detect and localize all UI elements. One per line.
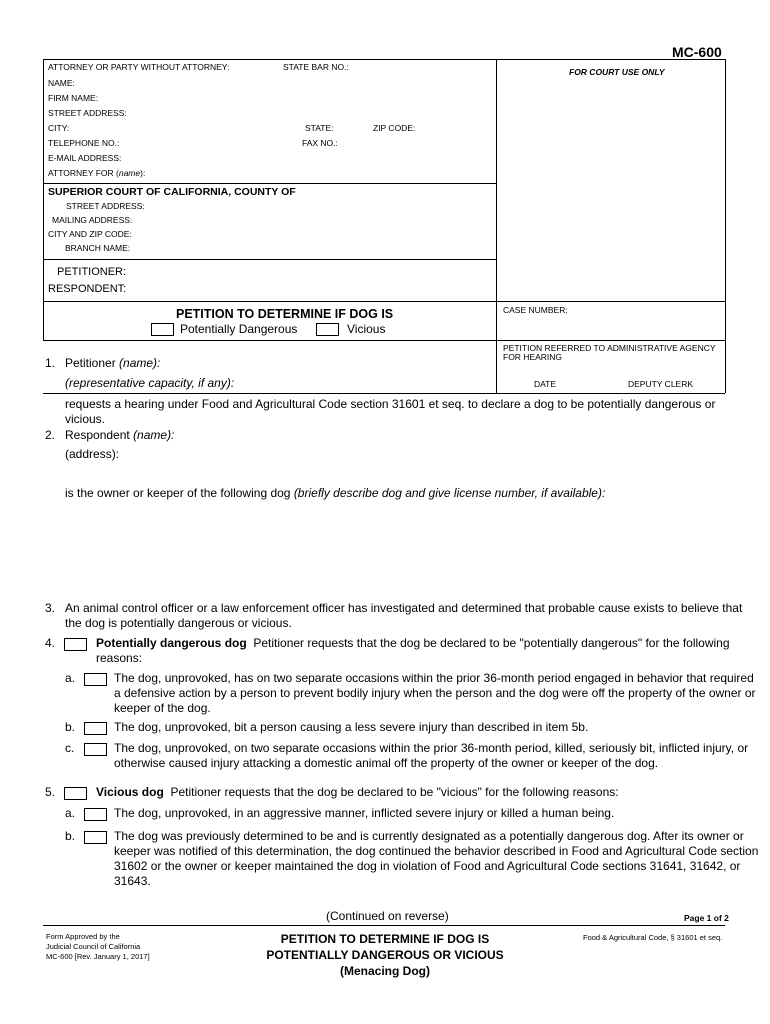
item4a-checkbox[interactable] [84,673,107,686]
item4a-line3: keeper of the dog. [114,701,211,715]
item4a-label: a. [65,671,76,685]
item5-number: 5. [45,785,56,799]
footer-title-line1: PETITION TO DETERMINE IF DOG IS [280,932,490,946]
item2-respondent-label: Respondent [65,428,130,442]
form-approved-line1: Form Approved by the [46,932,120,941]
caption-divider [496,59,497,393]
item1-requests-line2: vicious. [65,412,106,426]
vicious-option: Vicious [347,322,386,336]
item4c-label: c. [65,741,75,755]
item5a-checkbox[interactable] [84,808,107,821]
item1-requests-line1: requests a hearing under Food and Agricultural Code section 31601 et seq. to declare a dog to be potentially dangerous or [65,397,716,411]
item5b-checkbox[interactable] [84,831,107,844]
item4a-line1: The dog, unprovoked, has on two separate occasions within the prior 36-month period engaged in behavior that required [114,671,754,685]
referred-label-2: FOR HEARING [503,352,563,362]
item5b-line1: The dog was previously determined to be and is currently designated as a potentially dangerous dog. After its owner or [114,829,744,843]
referred-label-1: PETITION REFERRED TO ADMINISTRATIVE AGENCY [503,343,716,353]
item5-checkbox[interactable] [64,787,87,800]
deputy-clerk-label[interactable]: DEPUTY CLERK [628,379,694,389]
form-approved-line2: Judicial Council of California [46,942,141,951]
item4-text-line1 [96,636,730,652]
attorney-for-name: name [118,168,141,178]
item1-number: 1. [45,356,56,370]
court-street-label[interactable]: STREET ADDRESS: [66,201,145,211]
city-label[interactable]: CITY: [48,123,70,133]
item2-owner-instructions: (briefly describe dog and give license number, if available): [293,486,606,500]
item4c-checkbox[interactable] [84,743,107,756]
item1-name-label: (name): [119,356,161,370]
footer-title-line2: POTENTIALLY DANGEROUS OR VICIOUS [266,948,504,962]
continued-on-reverse: (Continued on reverse) [326,909,449,923]
state-label[interactable]: STATE: [305,123,334,133]
vicious-checkbox[interactable] [316,323,339,336]
court-mailing-label[interactable]: MAILING ADDRESS: [52,215,133,225]
item2-name-label: (name): [133,428,175,442]
potentially-dangerous-checkbox[interactable] [151,323,174,336]
item3-line1: An animal control officer or a law enforcement officer has investigated and determined that probable cause exists to believe that [65,601,743,615]
caption-left-border [43,59,44,340]
fax-label[interactable]: FAX NO.: [302,138,338,148]
item5b-label: b. [65,829,76,843]
telephone-label[interactable]: TELEPHONE NO.: [48,138,120,148]
attorney-for-close: ): [140,168,146,178]
item3-number: 3. [45,601,56,615]
item2-number: 2. [45,428,56,442]
state-bar-label: STATE BAR NO.: [283,62,349,72]
case-number-label[interactable]: CASE NUMBER: [503,305,568,315]
petition-title: PETITION TO DETERMINE IF DOG IS [176,307,394,321]
title-top-line [43,301,725,302]
item4b-line1: The dog, unprovoked, bit a person causing a less severe injury than described in item 5b. [114,720,589,734]
email-label[interactable]: E-MAIL ADDRESS: [48,153,122,163]
petitioner-label[interactable]: PETITIONER: [57,266,127,278]
parties-top-line [43,259,496,260]
item4-text: Petitioner requests that the dog be declared to be "potentially dangerous" for the following [253,636,730,650]
caption-bottom-border [43,393,725,394]
footer-title-line3: (Menacing Dog) [340,964,430,978]
attorney-for-text: ATTORNEY FOR ( [48,168,119,178]
court-top-line [43,183,496,184]
item5a-line1: The dog, unprovoked, in an aggressive manner, inflicted severe injury or killed a human being. [114,806,615,820]
court-city-zip-label[interactable]: CITY AND ZIP CODE: [48,229,132,239]
item4c-line1: The dog, unprovoked, on two separate occasions within the prior 36-month period, killed, seriously bit, inflicted injury, or [114,741,749,755]
item4c-line2: otherwise caused injury attacking a domestic animal off the property of the owner or keeper of the dog. [114,756,659,770]
item1-petitioner-label: Petitioner [65,356,116,370]
item4b-checkbox[interactable] [84,722,107,735]
street-address-label[interactable]: STREET ADDRESS: [48,108,127,118]
item5b-line4: 31643. [114,874,151,888]
respondent-label[interactable]: RESPONDENT: [48,283,127,295]
item5a-label: a. [65,806,76,820]
form-approved-line3: MC-600 [Rev. January 1, 2017] [46,952,150,961]
item5b-line2: keeper was notified of this determination, the dog continued the behavior described in Food and Agricultural Code section [114,844,759,858]
name-label[interactable]: NAME: [48,78,75,88]
footer-code-reference: Food & Agricultural Code, § 31601 et seq. [583,933,723,942]
form-id: MC-600 [672,44,722,60]
attorney-label: ATTORNEY OR PARTY WITHOUT ATTORNEY: [48,62,230,72]
item1-petitioner-field[interactable] [65,356,160,372]
date-label[interactable]: DATE [534,379,557,389]
potentially-dangerous-option: Potentially Dangerous [180,322,298,336]
item5-heading: Vicious dog [96,785,164,799]
item4b-label: b. [65,720,76,734]
item2-respondent-field[interactable] [65,428,174,444]
item4-text-line2: reasons: [96,651,143,665]
footer-rule [43,925,725,926]
caption-right-border [725,59,726,393]
item5-text-body: Petitioner requests that the dog be declared to be "vicious" for the following reasons: [170,785,619,799]
court-title: SUPERIOR COURT OF CALIFORNIA, COUNTY OF [48,186,296,198]
court-branch-label[interactable]: BRANCH NAME: [65,243,131,253]
item2-owner-text: is the owner or keeper of the following dog [65,486,291,500]
caption-top-border [43,59,725,60]
item5b-line3: 31602 or the owner or keeper maintained the dog in violation of Food and Agricultural Code sections 31641, 31642, or [114,859,741,873]
page-number: Page 1 of 2 [684,913,729,923]
title-bottom-line [43,340,725,341]
item4-number: 4. [45,636,56,650]
firm-name-label[interactable]: FIRM NAME: [48,93,99,103]
item5-text [96,785,619,801]
item3-line2: the dog is potentially dangerous or vicious. [65,616,292,630]
item2-address-field[interactable]: (address): [65,447,120,461]
item4-checkbox[interactable] [64,638,87,651]
item2-dog-description[interactable] [65,486,605,502]
item4-heading: Potentially dangerous dog [96,636,247,650]
zip-label[interactable]: ZIP CODE: [373,123,416,133]
attorney-for-label[interactable] [48,168,145,178]
item1-representative-field[interactable]: (representative capacity, if any): [65,376,235,390]
item4a-line2: a defensive action by a person to prevent bodily injury when the person and the dog were off the property of the owner or [114,686,756,700]
court-use-label: FOR COURT USE ONLY [569,67,665,77]
